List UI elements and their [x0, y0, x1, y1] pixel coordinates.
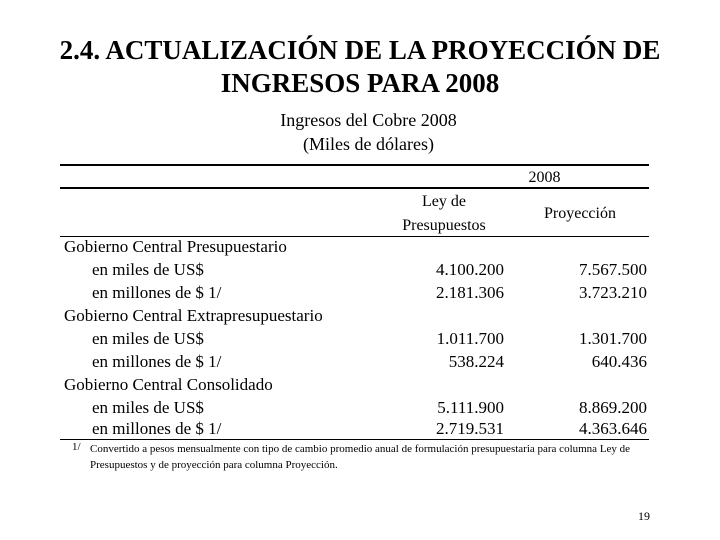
row-label: en millones de $ 1/ [92, 352, 222, 371]
table-top-rule [60, 164, 649, 166]
row-label: Gobierno Central Presupuestario [64, 237, 287, 256]
value-ley-presupuestos: 1.011.700 [436, 329, 504, 348]
footnote-text: Convertido a pesos mensualmente con tipo de cambio promedio anual de formulación presupuestaria para columna Ley de Presupuestos y de proyección para columna Proyección. [90, 443, 631, 471]
table-row [64, 258, 649, 281]
table-caption-line-1: Ingresos del Cobre 2008 [280, 110, 457, 130]
value-proyeccion: 4.363.646 [579, 419, 647, 438]
value-proyeccion: 8.869.200 [579, 398, 647, 417]
slide-title-line-2: INGRESOS PARA 2008 [220, 68, 500, 98]
value-proyeccion: 640.436 [591, 352, 647, 371]
table-row [64, 396, 649, 419]
table-row [64, 281, 649, 304]
row-label: en millones de $ 1/ [92, 419, 222, 438]
slide-title [0, 34, 720, 100]
row-label: en miles de US$ [92, 329, 204, 348]
table-caption-line-2: (Miles de dólares) [303, 134, 434, 154]
value-ley-presupuestos: 538.224 [448, 352, 504, 371]
page-number: 19 [638, 509, 650, 523]
value-proyeccion: 7.567.500 [579, 260, 647, 279]
table-row [64, 235, 649, 258]
value-proyeccion: 1.301.700 [579, 329, 647, 348]
col-header-ley-line-2: Presupuestos [402, 217, 486, 234]
value-proyeccion: 3.723.210 [579, 283, 647, 302]
col-header-ley-de-presupuestos [388, 190, 500, 238]
col-header-ley-line-1: Ley de [422, 193, 466, 210]
row-label: Gobierno Central Consolidado [64, 375, 273, 394]
table-row [64, 350, 649, 373]
slide-title-line-1: 2.4. ACTUALIZACIÓN DE LA PROYECCIÓN DE [59, 35, 661, 65]
table-row [64, 373, 649, 396]
table-header-rule [60, 187, 649, 189]
value-ley-presupuestos: 4.100.200 [436, 260, 504, 279]
footnote-marker: 1/ [72, 441, 81, 453]
value-ley-presupuestos: 2.181.306 [436, 283, 504, 302]
row-label: en millones de $ 1/ [92, 283, 222, 302]
table-row [64, 304, 649, 327]
table-row [64, 327, 649, 350]
table-row [64, 417, 649, 440]
year-header: 2008 [528, 169, 561, 186]
col-header-proyeccion: Proyección [544, 205, 616, 222]
row-label: en miles de US$ [92, 260, 204, 279]
value-ley-presupuestos: 5.111.900 [437, 398, 504, 417]
table-caption [0, 108, 720, 156]
row-label: Gobierno Central Extrapresupuestario [64, 306, 323, 325]
row-label: en miles de US$ [92, 398, 204, 417]
value-ley-presupuestos: 2.719.531 [436, 419, 504, 438]
